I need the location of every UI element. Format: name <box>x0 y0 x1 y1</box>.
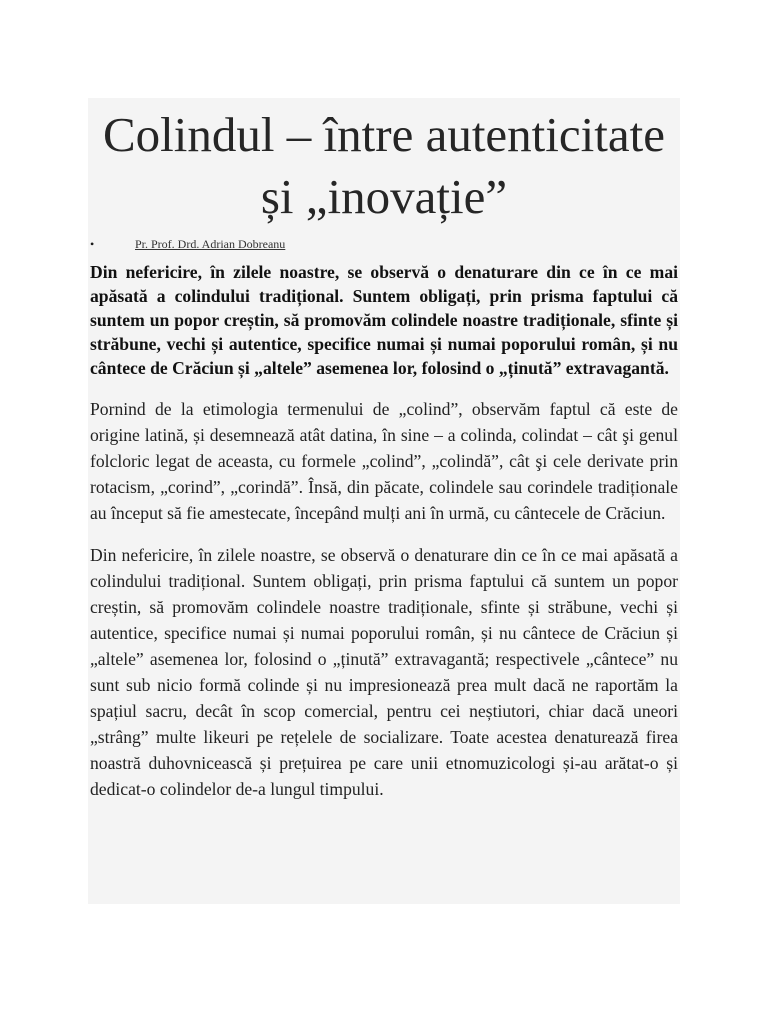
article-title: Colindul – între autenticitate și „inovație” <box>103 107 665 224</box>
lead-paragraph: Din nefericire, în zilele noastre, se observă o denaturare din ce în ce mai apăsată a colindului tradițional. Suntem obligați, prin prisma faptului că suntem un popor creștin, să promovăm colindele noastre tradiționale, sfinte și străbune, vechi și autentice, specifice numai și numai poporului român, și nu cântece de Crăciun și „altele” asemenea lor, folosind o „ținută” extravagantă. <box>90 262 678 378</box>
body-paragraph-1: Pornind de la etimologia termenului de „colind”, observăm faptul că este de origine latină, și desemnează atât datina, în sine – a colinda, colindat – cât şi genul folcloric legat de aceasta, cu formele „colind”, „colindă”, cât şi cele derivate prin rotacism, „corind”, „corindă”. Însă, din păcate, colindele sau corindele tradiționale au început să fie amestecate, începând mulți ani în urmă, cu cântecele de Crăciun. <box>90 399 678 523</box>
author-link[interactable]: Pr. Prof. Drd. Adrian Dobreanu <box>135 237 286 251</box>
bullet-icon: • <box>90 237 95 251</box>
author-byline <box>90 234 678 254</box>
body-paragraph-2: Din nefericire, în zilele noastre, se observă o denaturare din ce în ce mai apăsată a colindului tradițional. Suntem obligați, prin prisma faptului că suntem un popor creștin, să promovăm colindele noastre tradiționale, sfinte și străbune, vechi și autentice, specifice numai și numai poporului român, și nu cântece de Crăciun și „altele” asemenea lor, folosind o „ținută” extravagantă; respectivele „cântece” nu sunt sub nicio formă colinde și nu impresionează prea mult dacă ne raportăm la spațiul sacru, decât în scop comercial, pentru cei neștiutori, chiar dacă uneori „strâng” multe likeuri pe rețelele de socializare. Toate acestea denaturează firea noastră duhovnicească și prețuirea pe care unii etnomuzicologi și-au arătat-o și dedicat-o colindelor de-a lungul timpului. <box>90 545 678 799</box>
article-page <box>88 98 680 904</box>
